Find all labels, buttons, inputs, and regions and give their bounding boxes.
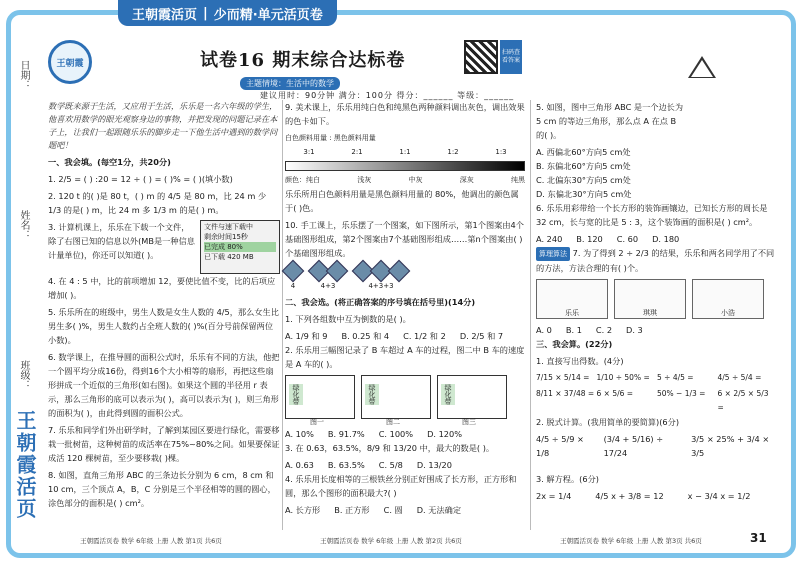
name-label: 姓名： bbox=[18, 210, 29, 240]
column-1 bbox=[48, 100, 280, 513]
select-6: 6. 乐乐用彩带给一个长方形的装饰画镶边，已知长方形的周长是32 cm，长与宽的比是 5 : 3，这个装饰画的面积是( ) cm²。 bbox=[536, 203, 768, 227]
brand-vertical: 王朝霞活页 bbox=[13, 410, 37, 520]
column-divider bbox=[282, 100, 283, 530]
section-calc: 三、我会算。(22分) bbox=[536, 339, 613, 349]
column-divider bbox=[530, 100, 531, 530]
select-5: 5. 如图，图中三角形 ABC 是一个边长为 5 cm 的等边三角形，那么点 A 在点 B 的( )。 bbox=[536, 102, 684, 140]
method-boxes: 乐乐 琪琪 小浩 bbox=[536, 279, 776, 319]
question-6: 6. 数学课上，在推导圆的面积公式时，乐乐有不同的方法，他把一个圆平均分成16份，得到16个大小相等的扇形，再把这些扇形拼成一个近似的三角形(如右图)。如果这个圆的半径用 r 表示，那么三角形的底可以表示为( )，高可以表示为( )，则三角形的面积为( )，由此得到圆的面积公式。 bbox=[48, 352, 280, 418]
page-number: 31 bbox=[750, 531, 767, 545]
download-info-box: 文件与速下载中 剩余时间15秒 已完成 80% 已下载 420 MB bbox=[200, 220, 280, 274]
brand-name: 王朝霞活页 bbox=[132, 7, 198, 23]
brand-banner: 王朝霞活页 | 少而精·单元活页卷 bbox=[118, 0, 337, 26]
qr-code-icon[interactable] bbox=[464, 40, 498, 74]
select-1-options: A. 1/9 和 9 B. 0.25 和 4 C. 1/2 和 2 D. 2/5 和 7 bbox=[285, 331, 504, 341]
column-2 bbox=[285, 100, 525, 517]
footer-page-2: 王朝霞活页卷 数学 6年级 上册 人教 第2页 共6页 bbox=[320, 537, 462, 545]
select-4: 4. 乐乐用长度相等的三根铁丝分别正好围成了长方形，正方形和圆，那么个图形的面积最大?( ) bbox=[285, 474, 517, 498]
question-7: 7. 乐乐和同学们外出研学时，了解到某园区要进行绿化，需要移栽一批树苗，这种树苗的成活率在75%~80%之间。如果要保证成活 120 棵树苗，至少要移栽( )棵。 bbox=[48, 425, 280, 463]
calc-3-items: 2x = 1/4 4/5 x + 3/8 = 12 x − 3/4 x = 1/2 bbox=[536, 491, 751, 501]
color-card: 白色颜料用量 : 黑色颜料用量 3:1 2:1 1:1 1:2 1:3 颜色：纯白 浅灰 中灰 深灰 纯黑 bbox=[285, 134, 525, 184]
calc-3: 3. 解方程。(6分) bbox=[536, 474, 599, 484]
footer-page-1: 王朝霞活页卷 数学 6年级 上册 人教 第1页 共6页 bbox=[80, 537, 222, 545]
question-5: 5. 乐乐所在的班级中，男生人数是女生人数的 4/5，那么女生比男生多( )%，男生人数约占全班人数的( )%(百分号前保留两位小数)。 bbox=[48, 307, 279, 345]
footer-page-3: 王朝霞活页卷 数学 6年级 上册 人教 第3页 共6页 bbox=[560, 537, 702, 545]
exam-meta: 建议用时：90分钟 满分：100分 得分：______ 等级：______ bbox=[260, 91, 515, 100]
calc-2: 2. 脱式计算。(我用简单的要简算)(6分) bbox=[536, 417, 680, 427]
class-label: 班级： bbox=[18, 360, 29, 390]
question-10: 10. 手工课上，乐乐摆了一个图案，如下图所示，第1个图案由4个基础图形组成，第2个图案由7个基础图形组成……第n个图案由( )个基础图形组成。 bbox=[285, 220, 524, 258]
section-choose: 二、我会选。(将正确答案的序号填在括号里)(14分) bbox=[285, 297, 476, 307]
question-1: 1. 2/5 = ( ) :20 = 12 ÷ ( ) = ( )% = ( )(填小数) bbox=[48, 174, 233, 184]
question-8: 8. 如图，直角三角形 ABC 的三条边长分别为 6 cm，8 cm 和 10 cm，三个顶点 A，B，C 分别是三个半径相等的圆的圆心，涂色部分的面积是( ) cm²。 bbox=[48, 470, 276, 508]
brand-logo: 王朝霞 bbox=[48, 40, 92, 84]
column-3 bbox=[536, 100, 776, 503]
brand-slogan: 少而精·单元活页卷 bbox=[213, 7, 323, 23]
theme-badge: 主题情境：生活中的数学 bbox=[240, 77, 340, 90]
question-4: 4. 在 4 : 5 中，比的前项增加 12，要使比值不变，比的后项应增加( )。 bbox=[48, 276, 276, 300]
select-1: 1. 下列各组数中互为倒数的是( )。 bbox=[285, 314, 411, 324]
question-3: 3. 计算机课上，乐乐在下载一个文件，除了右图已知的信息以外(MB是一种信息计量单位)，你还可以知道( )。 bbox=[48, 222, 195, 260]
select-7-options: A. 0 B. 1 C. 2 D. 3 bbox=[536, 325, 643, 335]
select-5-options: A. 西偏北60°方向5 cm处 B. 东偏北60°方向5 cm处 C. 北偏东30°方向5 cm处 D. 东偏北30°方向5 cm处 bbox=[536, 147, 632, 199]
select-3-options: A. 0.63 B. 63.5% C. 5/8 D. 13/20 bbox=[285, 460, 452, 470]
pattern-figures: 4 4+3 4+3+3 bbox=[285, 263, 525, 293]
select-6-options: A. 240 B. 120 C. 60 D. 180 bbox=[536, 234, 680, 244]
calc-1-items: 7/15 × 5/14 = 1/10 ÷ 50% = 5 ÷ 4/5 = 4/5 ÷ 5/4 = 8/11 × 37/48 = 6 × 5/6 = 50% − 1/3 = 6 × 2/5 × 5/3 = bbox=[536, 373, 769, 412]
question-9b: 乐乐所用白色颜料用量是黑色颜料用量的 80%，他调出的颜色属于( )色。 bbox=[285, 189, 519, 213]
select-2-options: A. 10% B. 91.7% C. 100% D. 120% bbox=[285, 429, 462, 439]
method-tag: 算理算法 bbox=[536, 247, 570, 261]
date-label: 日期： bbox=[18, 60, 29, 90]
calc-2-items: 4/5 ÷ 5/9 × 1/8 (3/4 + 5/16) ÷ 17/24 3/5 × 25% + 3/4 × 3/5 bbox=[536, 434, 770, 458]
calc-1: 1. 直接写出得数。(4分) bbox=[536, 356, 624, 366]
select-7: 算理算法 7. 为了得到 2 ÷ 2/3 的结果，乐乐和两名同学用了不同的方法，方法合理的有( )个。 bbox=[536, 248, 775, 273]
select-4-options: A. 长方形 B. 正方形 C. 圆 D. 无法确定 bbox=[285, 505, 462, 515]
gray-gradient bbox=[285, 161, 525, 171]
qr-label: 扫码查看答案 bbox=[500, 40, 522, 74]
section-fill: 一、我会填。(每空1分，共20分) bbox=[48, 157, 171, 167]
select-3: 3. 在 0.63，63.5%，8/9 和 13/20 中，最大的数是( )。 bbox=[285, 443, 495, 453]
question-9: 9. 美术课上，乐乐用纯白色和纯黑色两种颜料调出灰色，调出效果的色卡如下。 bbox=[285, 102, 525, 126]
page-title: 试卷16 期末综合达标卷 bbox=[200, 50, 406, 71]
select-2: 2. 乐乐用三幅图记录了 B 车超过 A 车的过程，图二中 B 车的速度是 A 车的( )。 bbox=[285, 345, 525, 369]
question-2: 2. 120 t 的( )是 80 t，( ) m 的 4/5 是 80 m，比 24 m 少 1/3 的是( ) m，比 24 m 多 1/3 m 的是( ) m。 bbox=[48, 191, 267, 215]
intro-text: 数学既来源于生活，又应用于生活，乐乐是一名六年级的学生，他喜欢用数学的眼光观察身边的事物，并把发现的问题记录在本子上，让我们一起跟随乐乐的脚步走一下他生活中遇到的数学问题吧！ bbox=[48, 101, 278, 150]
car-figures: 绿化带 图一 绿化带 图二 绿化带 图三 bbox=[285, 375, 525, 419]
